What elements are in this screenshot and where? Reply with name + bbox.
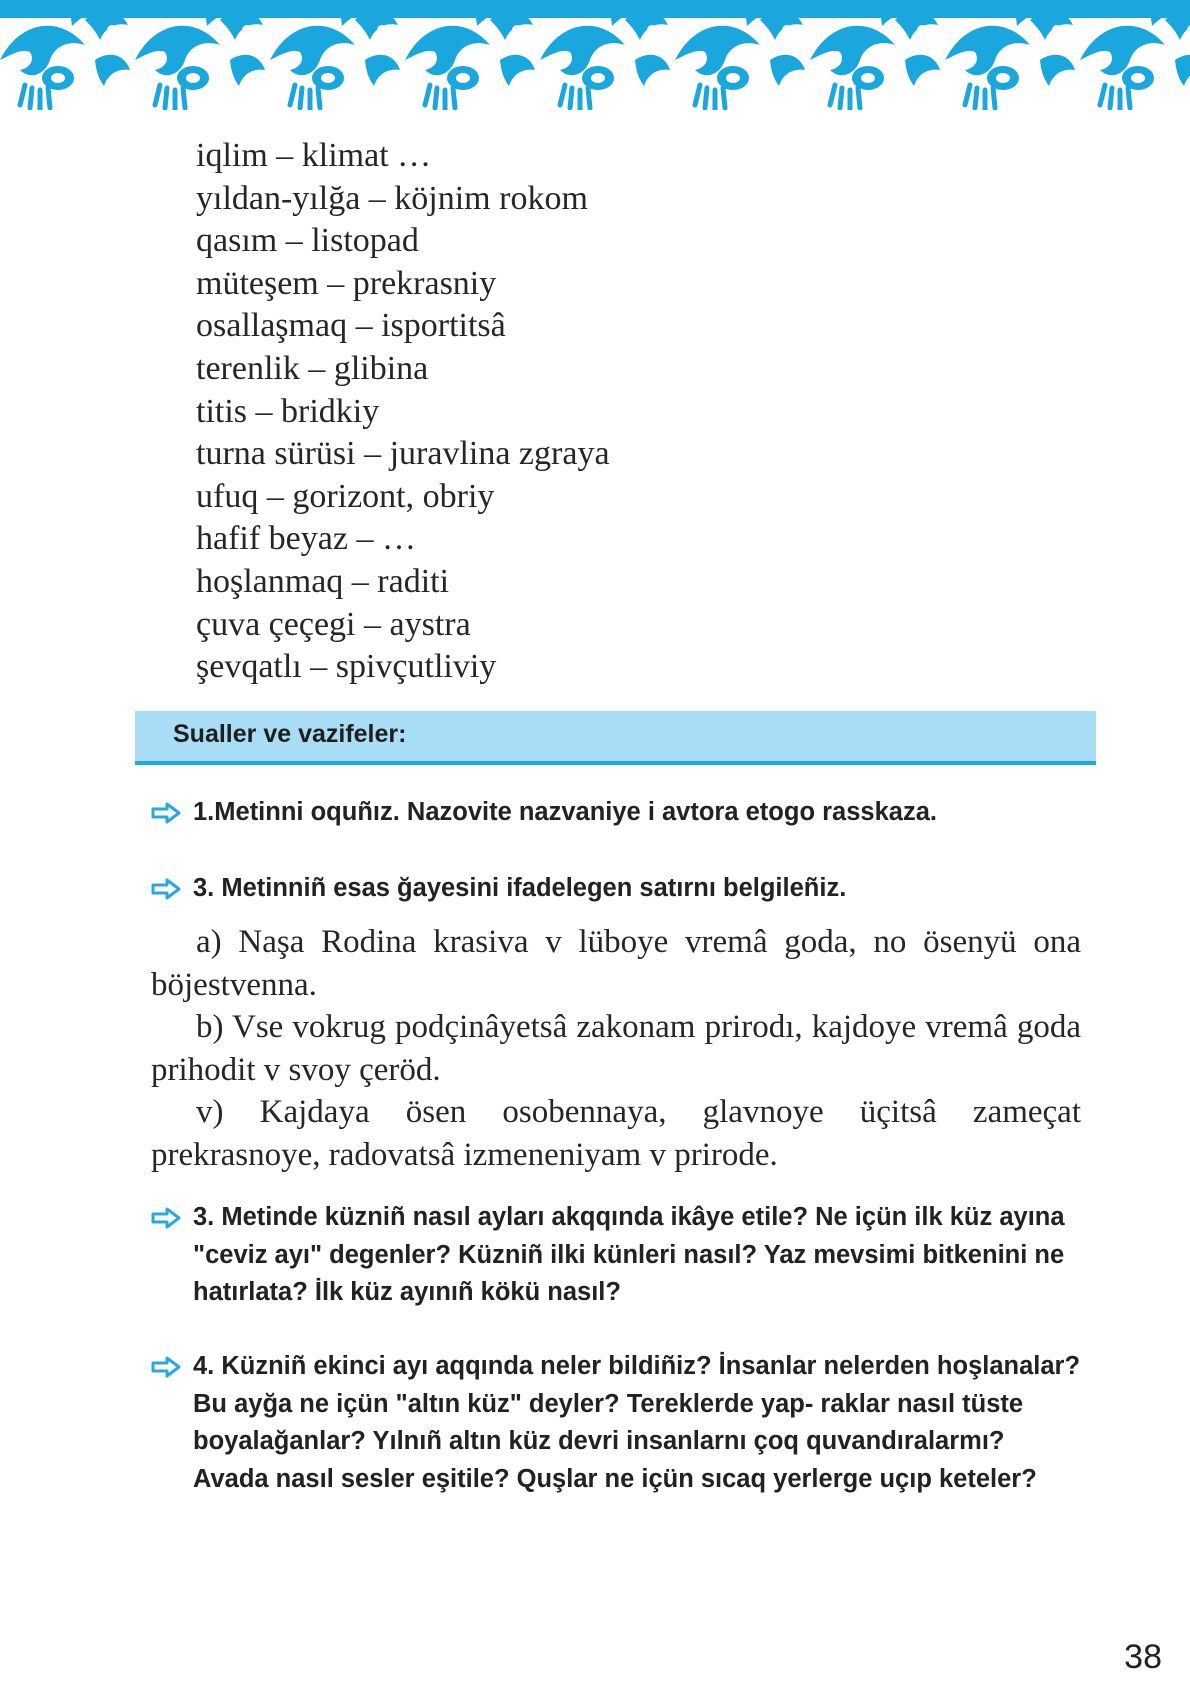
question-text: 3. Metinde küzniñ nasıl ayları akqqında ikâye etile? Ne içün ilk küz ayına "ceviz ayı" degenler? Küzniñ ilki künleri nasıl? Yaz mevsimi bitkenini ne hatırlata? İlk küz ayınıñ kökü nasıl? [193, 1203, 1065, 1306]
arrow-right-icon [151, 878, 181, 900]
vocab-item: yıldan-yılğa – köjnim rokom [196, 179, 588, 217]
vocab-item: osallaşmaq – isportitsâ [196, 307, 506, 345]
vocab-item: şevqatlı – spivçutliviy [196, 648, 497, 686]
question-text: 3. Metinniñ esas ğayesini ifadelegen satırnı belgileñiz. [193, 874, 847, 902]
vocab-item: hoşlanmaq – raditi [196, 562, 450, 600]
vocab-item: terenlik – glibina [196, 349, 429, 387]
vocabulary-list [196, 135, 610, 689]
section-title: Sualler ve vazifeler: [173, 720, 407, 748]
section-header [135, 711, 1096, 765]
answer-option-b: b) Vse vokrug podçinâyetsâ zakonam prirodı, kajdoye vremâ goda prihodit v svoy çeröd. [151, 1009, 1081, 1088]
vocab-item: çuva çeçegi – aystra [196, 605, 471, 643]
vocab-item: müteşem – prekrasniy [196, 264, 497, 302]
question-text: 1.Metinni oquñız. Nazovite nazvaniye i avtora etogo rasskaza. [193, 798, 937, 826]
vocab-item: hafif beyaz – … [196, 520, 416, 558]
question-3 [151, 1199, 1081, 1312]
vocab-item: turna sürüsi – juravlina zgraya [196, 435, 610, 473]
vocab-item: titis – bridkiy [196, 392, 380, 430]
answer-options [151, 921, 1081, 1176]
arrow-right-icon [151, 1207, 181, 1229]
answer-option-a: a) Naşa Rodina krasiva v lüboye vremâ goda, no ösenyü ona böjestvenna. [151, 924, 1081, 1003]
question-1 [151, 794, 1081, 832]
arrow-right-icon [151, 802, 181, 824]
question-4 [151, 1348, 1081, 1498]
floral-border-icon [0, 0, 1190, 110]
vocab-item: qasım – listopad [196, 222, 419, 260]
answer-option-v: v) Kajdaya ösen osobennaya, glavnoye üçitsâ zameçat prekrasnoye, radovatsâ izmeneniyam v prirode. [151, 1094, 1081, 1173]
question-2 [151, 870, 1081, 908]
question-text: 4. Küzniñ ekinci ayı aqqında neler bildiñiz? İnsanlar nelerden hoşlanalar? Bu ayğa ne içün "altın küz" deyler? Tereklerde yap- raklar nasıl tüste boyalağanlar? Yılnıñ altın küz devri insanlarnı çoq quvandıralarmı? Avada nasıl sesler eşitile? Quşlar ne içün sıcaq yerlerge uçıp keteler? [193, 1352, 1081, 1493]
vocab-item: iqlim – klimat … [196, 137, 432, 174]
page-number: 38 [1124, 1638, 1162, 1676]
vocab-item: ufuq – gorizont, obriy [196, 477, 495, 515]
arrow-right-icon [151, 1356, 181, 1378]
